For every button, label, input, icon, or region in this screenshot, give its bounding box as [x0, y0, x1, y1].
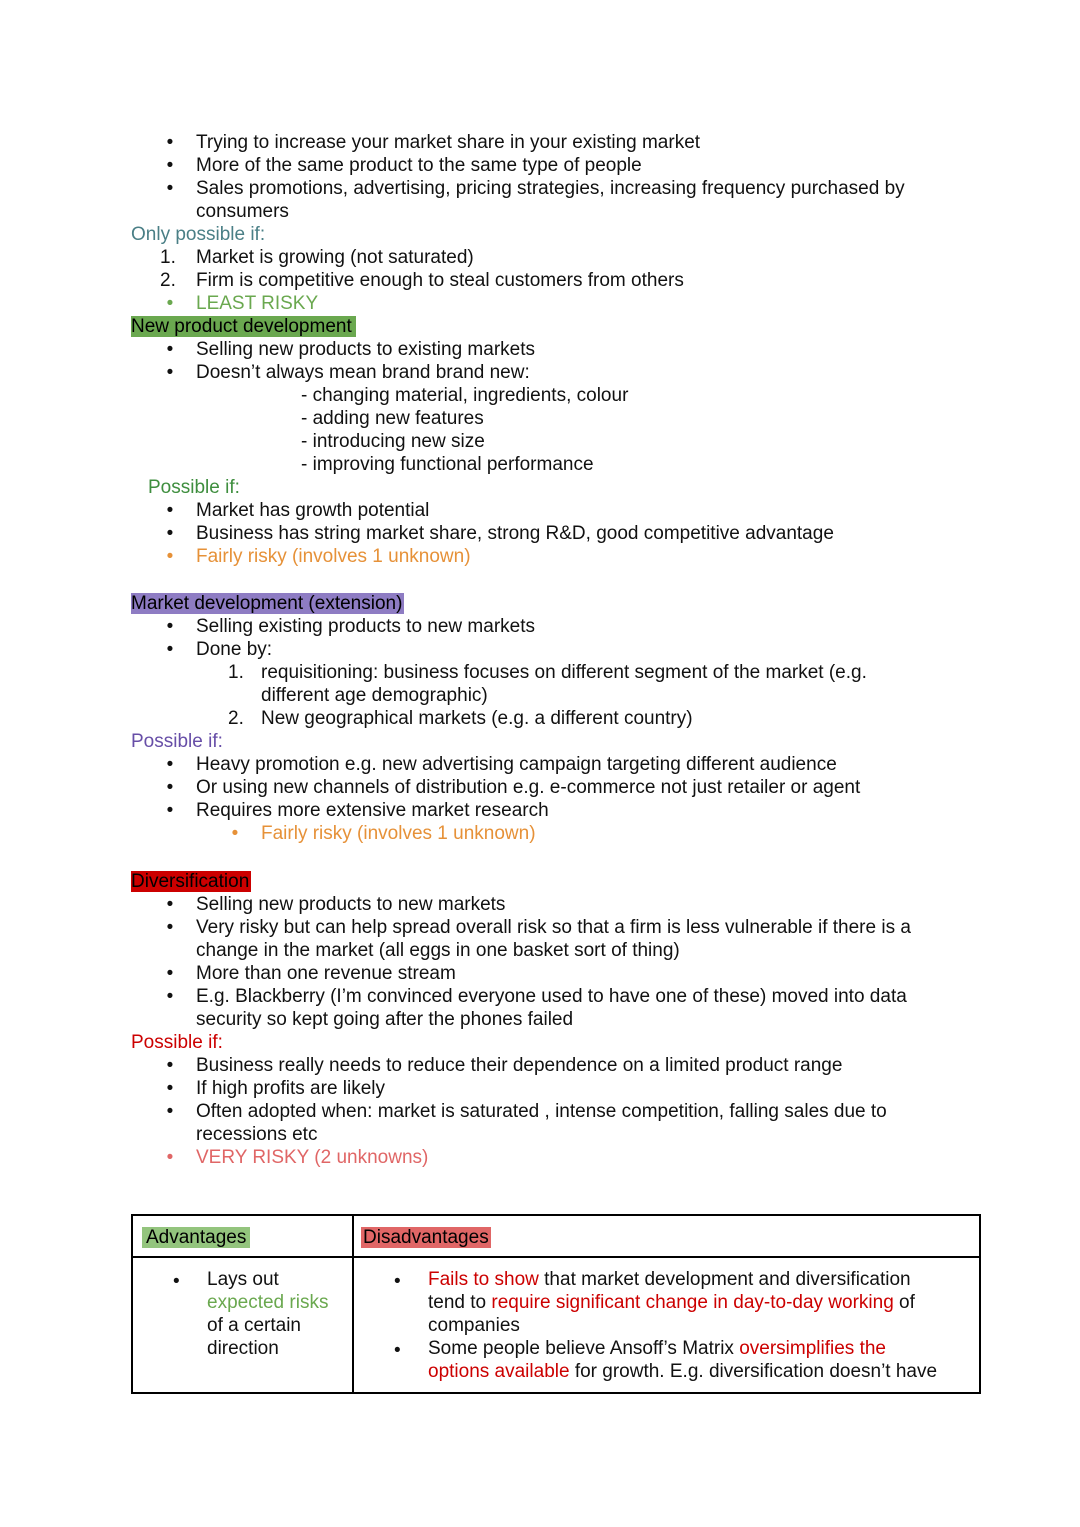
- disadvantage-line: Fails to show that market development and diversification: [428, 1269, 911, 1290]
- disadvantage-line: Some people believe Ansoff’s Matrix oversimplifies the: [428, 1338, 886, 1359]
- disadvantage-line: tend to require significant change in day-to-day working of: [428, 1292, 915, 1313]
- bullet: •: [166, 293, 174, 314]
- bullet: •: [166, 639, 174, 660]
- sub-item: - introducing new size: [301, 431, 485, 452]
- bullet: •: [166, 546, 174, 567]
- bullet: •: [166, 178, 174, 199]
- advantage-line: direction: [207, 1338, 279, 1359]
- document-page: • Trying to increase your market share in your existing market • More of the same product to the same type of people • Sales promotions, advertising, pricing strategies, increasing frequency purchased by consumers Only possible if: 1. Market is growing (not saturated) 2. Firm is competitive enough to steal customers from others • LEAST RISKY New product development • Selling new products to existing markets • Doesn’t always mean brand brand new: - changing material, ingredients, colour - adding new features - introducing new size - improving functional performance Possible if: • Market has growth potential • Business has string market share, strong R&D, good competitive advantage • Fairly risky (involves 1 unknown) Market development (extension) • Selling existing products to new markets • Done by: 1. requisitioning: business focuses on different segment of the market (e.g. different age demographic) 2. New geographical markets (e.g. a different country) Possible if: • Heavy promotion e.g. new advertising campaign targeting different audience • Or using new channels of distribution e.g. e-commerce not just retailer or agent • Requires more extensive market research • Fairly risky (involves 1 unknown) Diversification • Selling new products to new markets • Very risky but can help spread overall risk so that a firm is less vulnerable if there is a change in the market (all eggs in one basket sort of thing) • More than one revenue stream • E.g. Blackberry (I’m convinced everyone used to have one of these) moved into data security so kept going after the phones failed Possible if: • Business really needs to reduce their dependence on a limited product range • If high profits are likely • Often adopted when: market is saturated , intense competition, falling sales due to recessions etc • VERY RISKY (2 unknowns) Advantages Disadvantages • Lays out expected risks of a certain direction • Fails to show that market development and diversification tend to require significant change in day-to-day working of companies • Some people believe Ansoff’s Matrix oversimplifies the options available for growth. E.g. diversification doesn’t have: [0, 0, 1080, 1527]
- sub-item: - improving functional performance: [301, 454, 594, 475]
- bullet: •: [173, 1271, 180, 1292]
- sub-item: - adding new features: [301, 408, 484, 429]
- disadvantages-header: Disadvantages: [363, 1227, 489, 1248]
- only-possible-label: Only possible if:: [131, 224, 266, 245]
- advantages-cell: [132, 1257, 353, 1393]
- possible-label: Possible if:: [148, 477, 240, 498]
- bullet: •: [166, 986, 174, 1007]
- bullet: •: [166, 500, 174, 521]
- disadvantage-line: companies: [428, 1315, 520, 1336]
- bullet: •: [166, 1147, 174, 1168]
- advantages-disadvantages-table: [131, 1214, 981, 1394]
- advantage-line: of a certain: [207, 1315, 301, 1336]
- bullet: •: [166, 800, 174, 821]
- bullet: •: [166, 1055, 174, 1076]
- bullet: •: [166, 1078, 174, 1099]
- numbered-item-continuation: different age demographic): [261, 685, 488, 706]
- bullet: •: [166, 777, 174, 798]
- bullet: •: [166, 894, 174, 915]
- bullet: •: [166, 616, 174, 637]
- disadvantage-line: options available for growth. E.g. diversification doesn’t have: [428, 1361, 938, 1382]
- bullet: •: [166, 339, 174, 360]
- bullet: •: [231, 823, 239, 844]
- bullet: •: [166, 132, 174, 153]
- section-heading-npd: New product development: [131, 315, 356, 338]
- bullet: •: [166, 523, 174, 544]
- bullet: •: [166, 362, 174, 383]
- advantage-line: Lays out: [207, 1269, 279, 1290]
- bullet: •: [166, 917, 174, 938]
- bullet: •: [166, 963, 174, 984]
- table-header-row: [132, 1215, 980, 1257]
- disadvantages-cell: [353, 1257, 980, 1393]
- table-row: [132, 1257, 980, 1393]
- section-heading-div: Diversification: [131, 871, 250, 892]
- bullet: •: [166, 155, 174, 176]
- sub-item: - changing material, ingredients, colour: [301, 385, 629, 406]
- bullet: •: [394, 1271, 401, 1292]
- bullet: •: [394, 1340, 401, 1361]
- possible-label: Possible if:: [131, 731, 223, 752]
- possible-label: Possible if:: [131, 1032, 223, 1053]
- section-heading-md: Market development (extension): [131, 593, 403, 614]
- advantages-header-cell: [132, 1215, 353, 1257]
- bullet: •: [166, 754, 174, 775]
- advantage-line: expected risks: [207, 1292, 329, 1313]
- disadvantages-header-cell: [353, 1215, 980, 1257]
- bullet: •: [166, 1101, 174, 1122]
- advantages-header: Advantages: [142, 1227, 250, 1248]
